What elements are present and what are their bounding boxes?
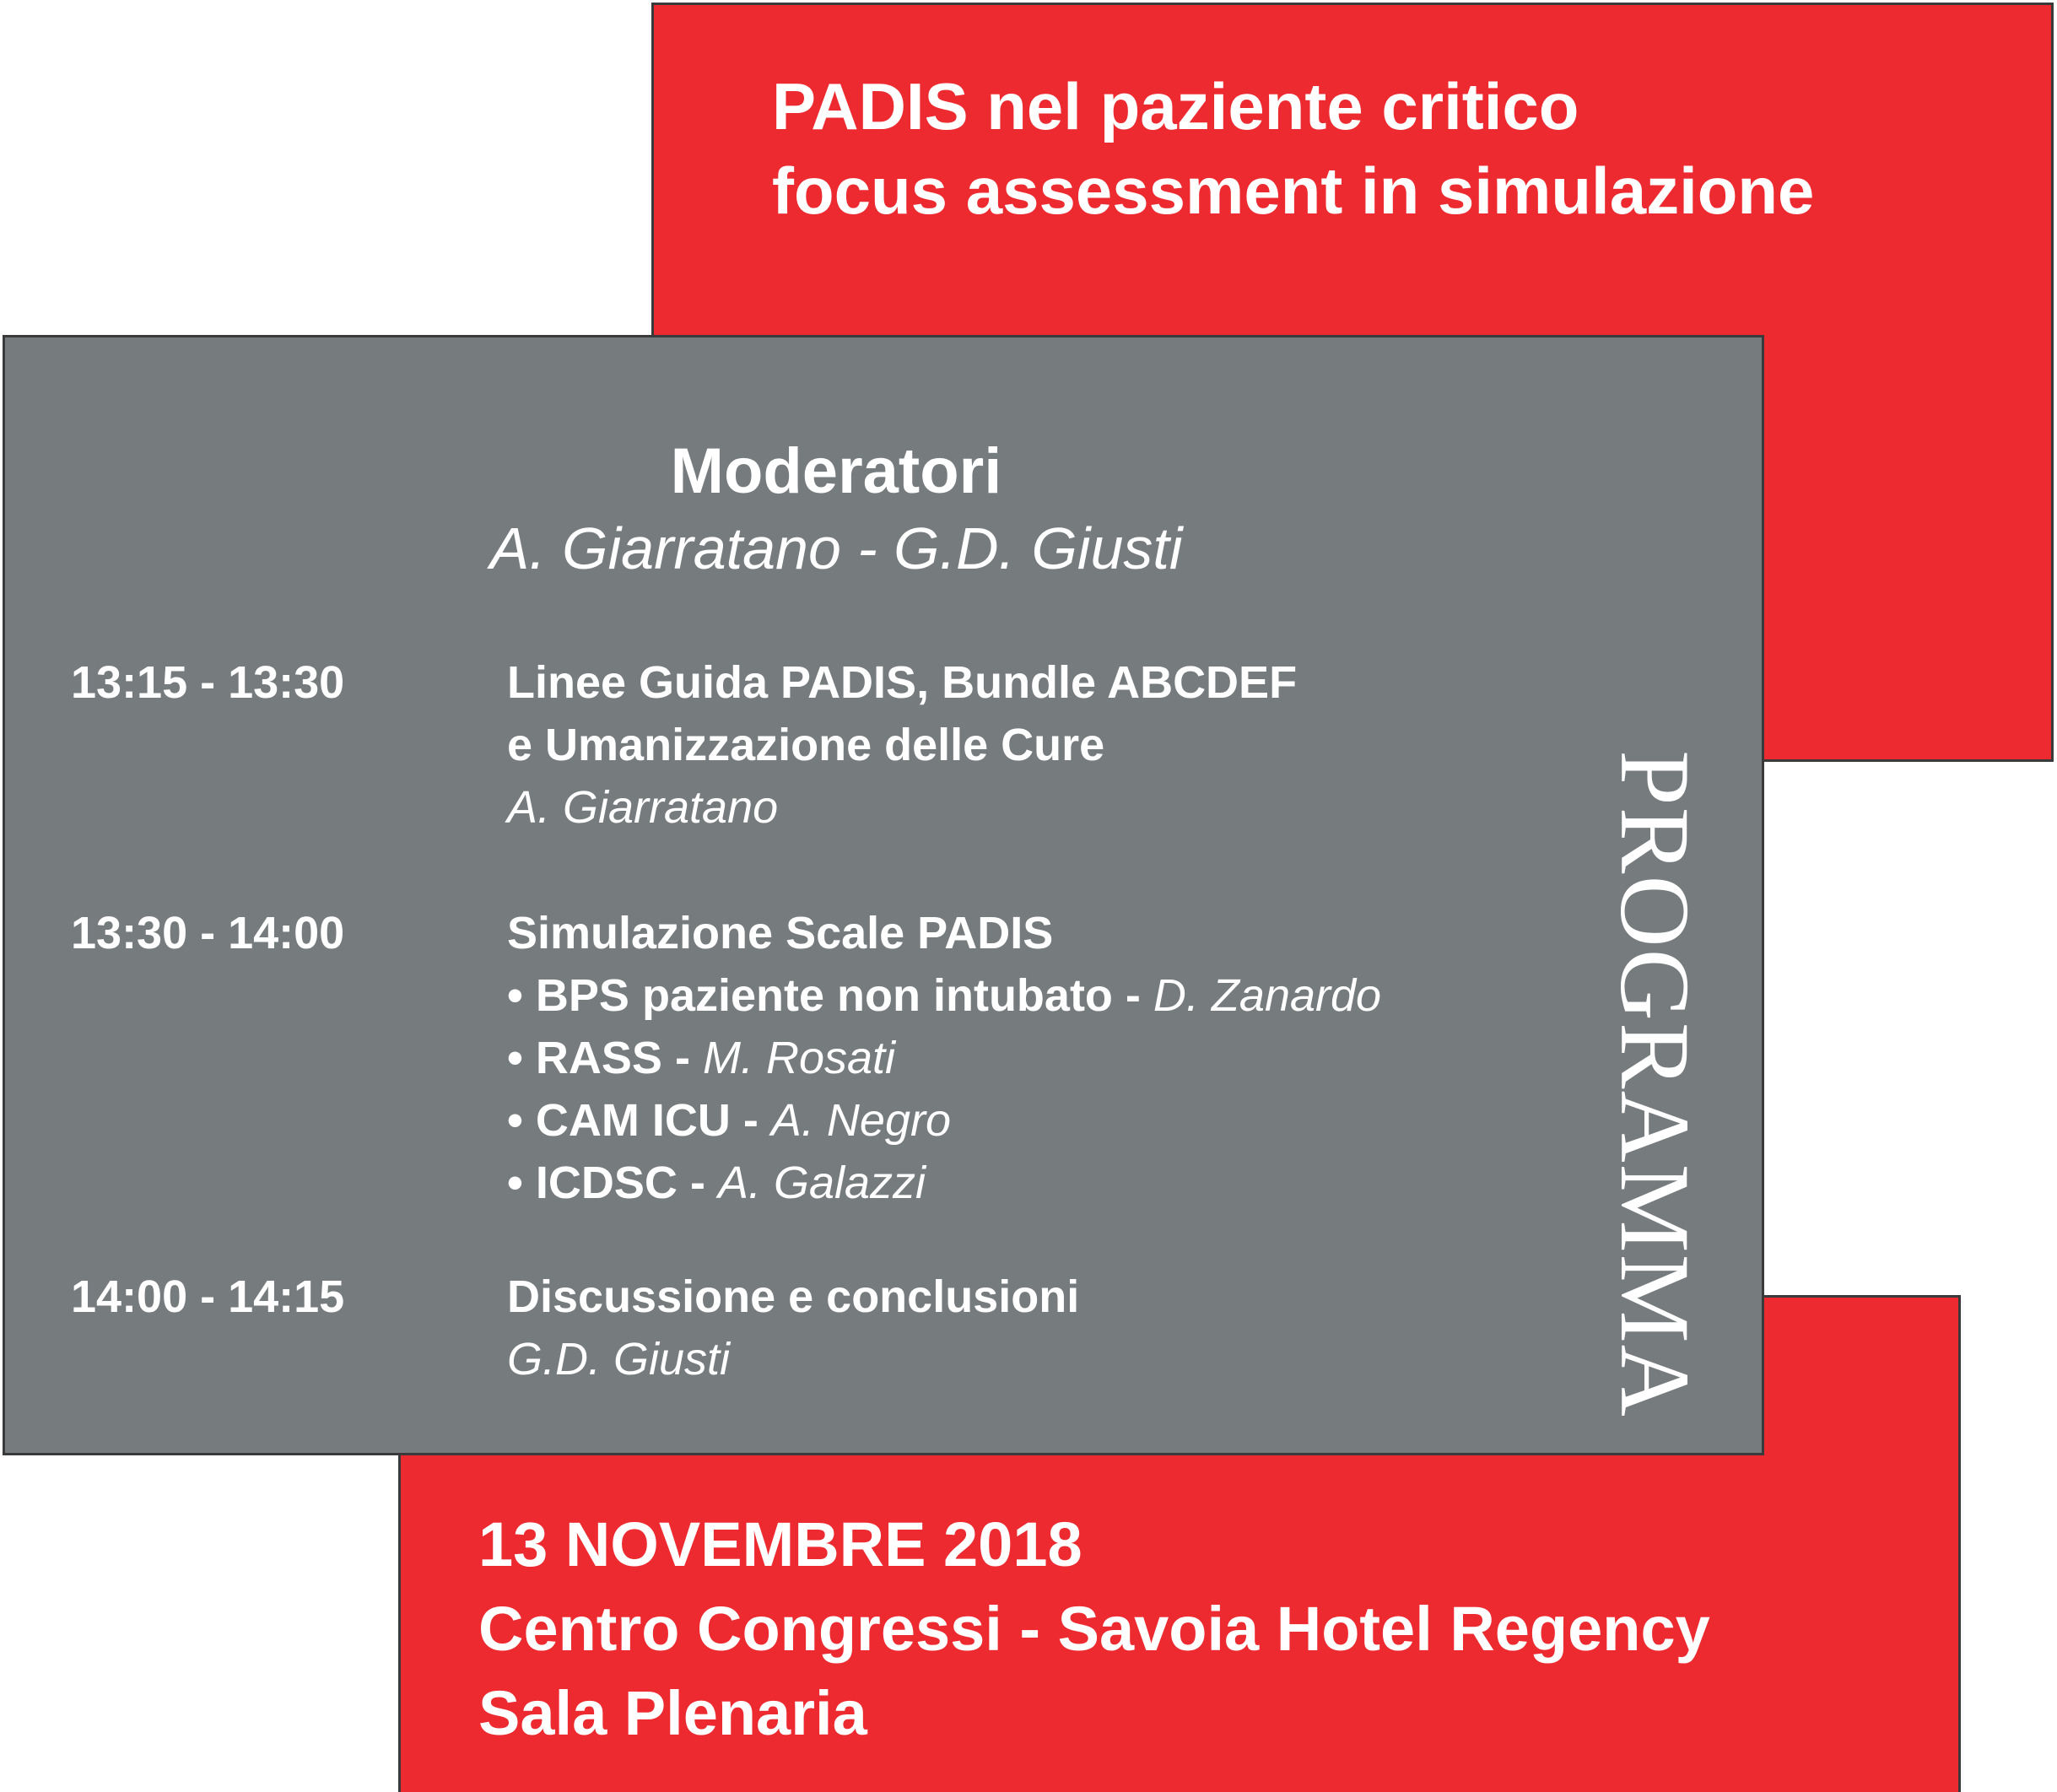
bullet-icon: • — [507, 1095, 536, 1146]
event-title-line-1: PADIS nel paziente critico — [772, 69, 1579, 143]
session-2-time: 13:30 - 14:00 — [71, 908, 345, 958]
moderators-names: A. Giarratano - G.D. Giusti — [489, 515, 1183, 581]
item-speaker: A. Galazzi — [717, 1158, 926, 1208]
session-1-time: 13:15 - 13:30 — [71, 657, 345, 708]
moderators-heading: Moderatori — [670, 435, 1002, 507]
session-3-title: Discussione e conclusioni — [507, 1271, 1080, 1322]
item-topic: RASS — [535, 1033, 662, 1083]
item-speaker: D. Zanardo — [1153, 970, 1382, 1021]
event-room: Sala Plenaria — [478, 1678, 867, 1748]
bullet-icon: • — [507, 1033, 536, 1083]
session-2-item-4: • ICDSC - A. Galazzi — [507, 1158, 926, 1208]
session-1-title-line-1: Linee Guida PADIS, Bundle ABCDEF — [507, 657, 1298, 708]
event-venue: Centro Congressi - Savoia Hotel Regency — [478, 1594, 1710, 1664]
event-title-line-2: focus assessment in simulazione — [772, 154, 1815, 228]
program-panel — [3, 335, 1764, 1455]
bullet-icon: • — [507, 1158, 536, 1208]
session-2-item-1: • BPS paziente non intubato - D. Zanardo — [507, 970, 1382, 1021]
item-topic: CAM ICU — [535, 1095, 731, 1146]
session-1-speaker: A. Giarratano — [507, 782, 779, 833]
session-2-title: Simulazione Scale PADIS — [507, 908, 1054, 958]
bullet-icon: • — [507, 970, 536, 1021]
session-2-item-3: • CAM ICU - A. Negro — [507, 1095, 952, 1146]
session-1-title-line-2: e Umanizzazione delle Cure — [507, 720, 1105, 770]
item-topic: ICDSC — [535, 1158, 678, 1208]
item-speaker: A. Negro — [770, 1095, 952, 1146]
item-topic: BPS paziente non intubato — [535, 970, 1113, 1021]
event-date: 13 NOVEMBRE 2018 — [478, 1509, 1082, 1579]
programma-side-label: PROGRAMMA — [1600, 750, 1710, 1418]
session-3-speaker: G.D. Giusti — [507, 1334, 731, 1384]
session-3-time: 14:00 - 14:15 — [71, 1271, 345, 1322]
item-speaker: M. Rosati — [702, 1033, 896, 1083]
session-2-item-2: • RASS - M. Rosati — [507, 1033, 896, 1083]
